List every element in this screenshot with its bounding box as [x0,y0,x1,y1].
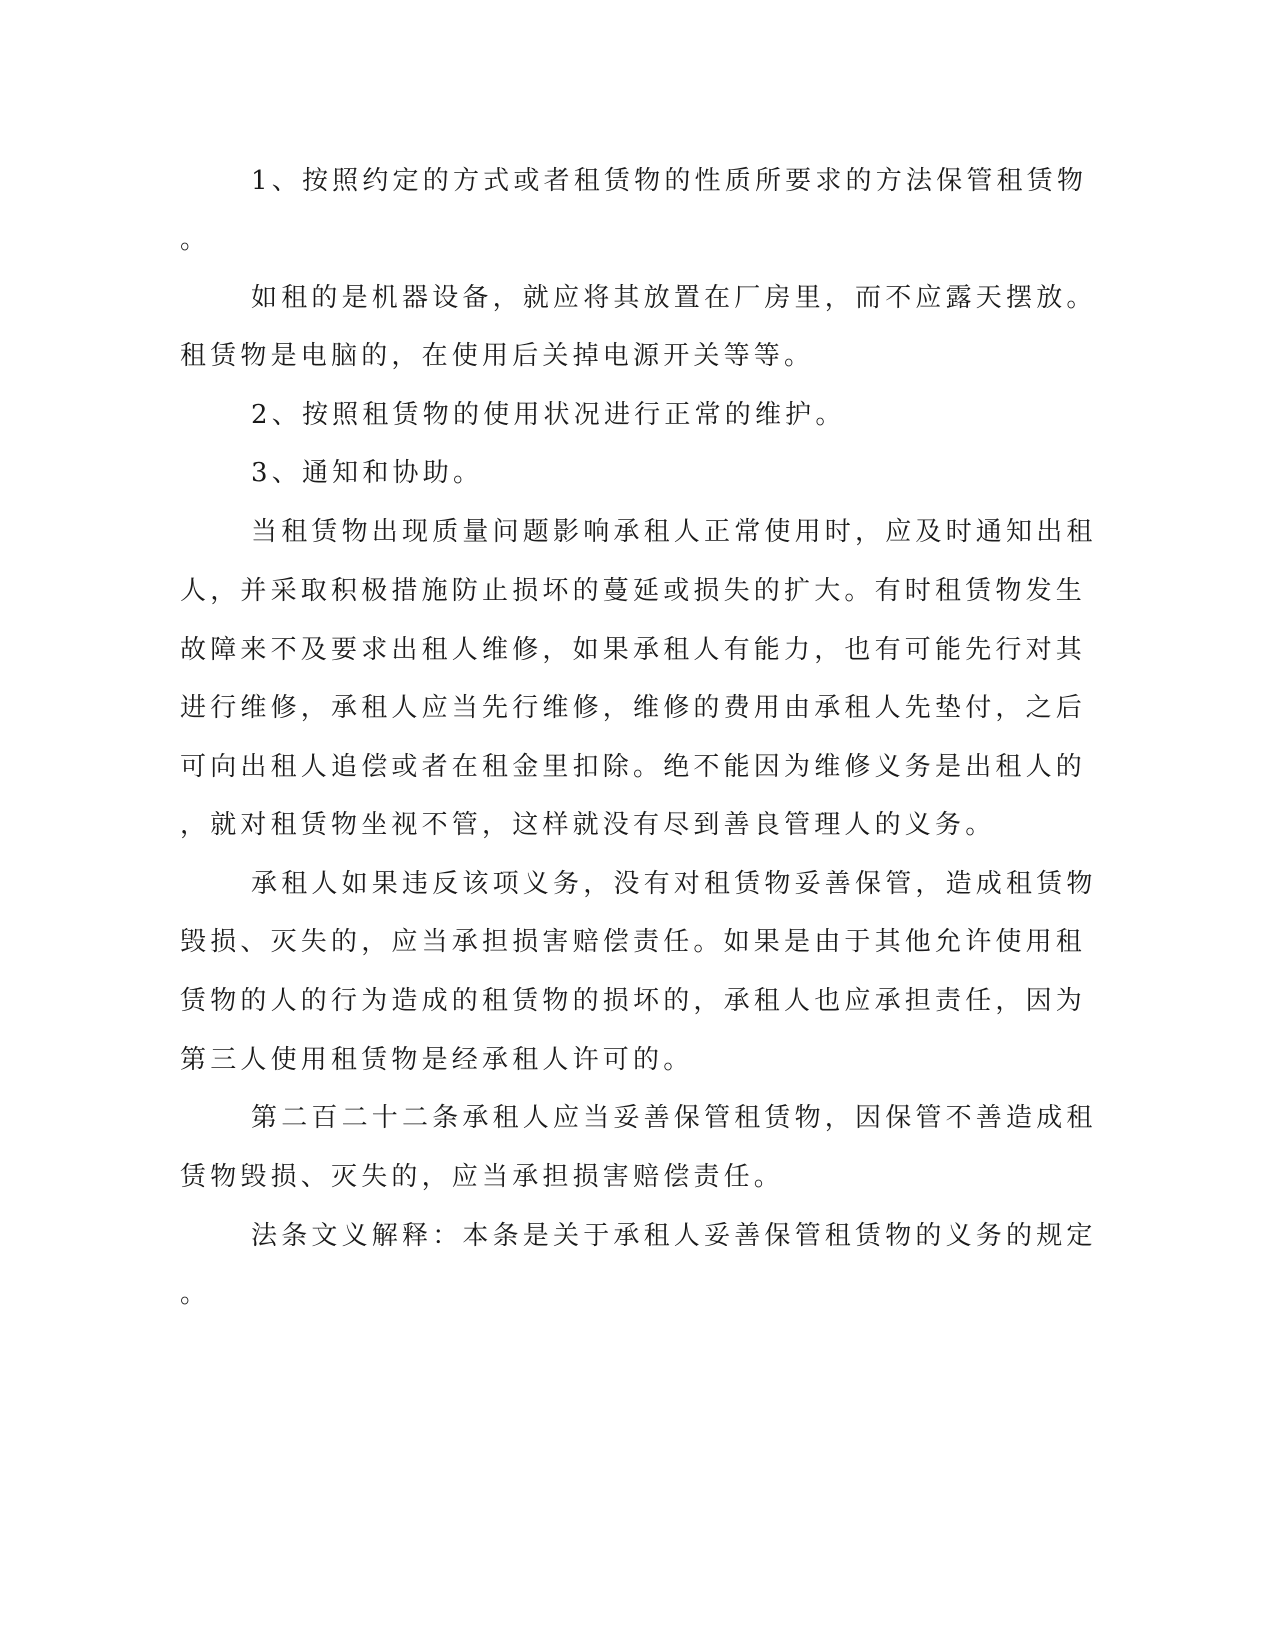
text-line: 。 [180,225,211,255]
text-line: 如租的是机器设备，就应将其放置在厂房里，而不应露天摆放。 [251,283,1097,313]
text-line: 第三人使用租赁物是经承租人许可的。 [180,1045,694,1075]
text-line: 2、按照租赁物的使用状况进行正常的维护。 [251,400,846,430]
text-line: 当租赁物出现质量问题影响承租人正常使用时，应及时通知出租 [251,517,1097,547]
text-line: 故障来不及要求出租人维修，如果承租人有能力，也有可能先行对其 [180,635,1087,665]
text-line: ，就对租赁物坐视不管，这样就没有尽到善良管理人的义务。 [180,810,996,840]
text-line: 毁损、灭失的，应当承担损害赔偿责任。如果是由于其他允许使用租 [180,927,1087,957]
text-line: 进行维修，承租人应当先行维修，维修的费用由承租人先垫付，之后 [180,693,1087,723]
text-line: 3、通知和协助。 [251,458,484,488]
text-line: 1、按照约定的方式或者租赁物的性质所要求的方法保管租赁物 [251,166,1088,196]
text-line: 可向出租人追偿或者在租金里扣除。绝不能因为维修义务是出租人的 [180,752,1087,782]
text-line: 第二百二十二条承租人应当妥善保管租赁物，因保管不善造成租 [251,1103,1097,1133]
text-line: 租赁物是电脑的，在使用后关掉电源开关等等。 [180,341,815,371]
text-line: 赁物的人的行为造成的租赁物的损坏的，承租人也应承担责任，因为 [180,986,1087,1016]
text-line: 赁物毁损、灭失的，应当承担损害赔偿责任。 [180,1162,785,1192]
document-page [180,150,1097,1550]
text-line: 法条文义解释：本条是关于承租人妥善保管租赁物的义务的规定 [251,1221,1097,1251]
text-line: 承租人如果违反该项义务，没有对租赁物妥善保管，造成租赁物 [251,869,1097,899]
text-line: 。 [180,1279,211,1309]
text-line: 人，并采取积极措施防止损坏的蔓延或损失的扩大。有时租赁物发生 [180,576,1087,606]
